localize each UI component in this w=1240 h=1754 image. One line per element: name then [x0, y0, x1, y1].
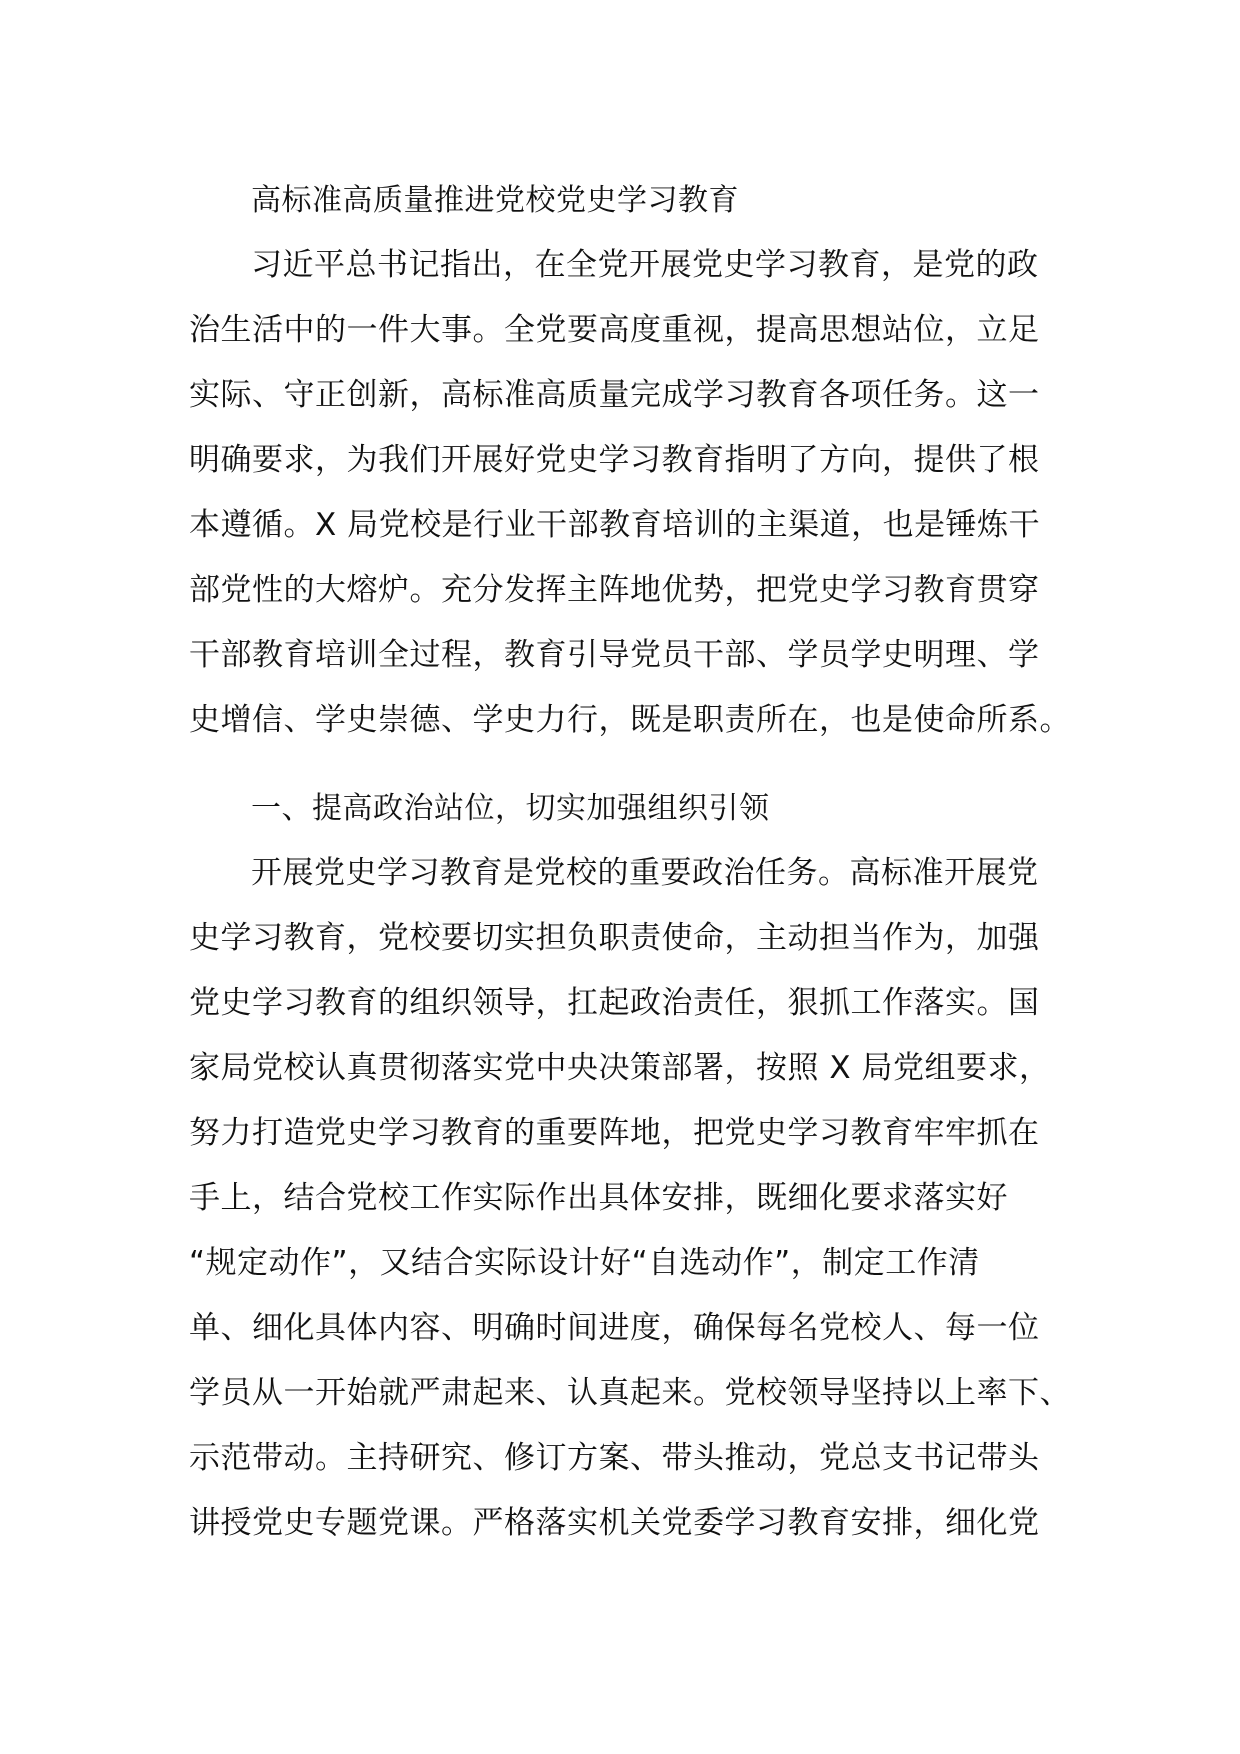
paragraph-line: 示范带动。主持研究、修订方案、带头推动，党总支书记带头 [189, 1440, 1040, 1476]
paragraph-line: 开展党史学习教育是党校的重要政治任务。高标准开展党 [251, 855, 1039, 891]
paragraph-2 [189, 841, 1071, 1556]
paragraph-line: 史增信、学史崇德、学史力行，既是职责所在，也是使命所系。 [189, 702, 1071, 738]
paragraph-1 [189, 233, 1071, 753]
paragraph-line: 实际、守正创新，高标准高质量完成学习教育各项任务。这一 [189, 377, 1040, 413]
paragraph-line: 努力打造党史学习教育的重要阵地，把党史学习教育牢牢抓在 [189, 1115, 1040, 1151]
paragraph-line: 党史学习教育的组织领导，扛起政治责任，狠抓工作落实。国 [189, 985, 1040, 1021]
paragraph-line: 学员从一开始就严肃起来、认真起来。党校领导坚持以上率下、 [189, 1375, 1071, 1411]
paragraph-line: 家局党校认真贯彻落实党中央决策部署，按照 X 局党组要求， [189, 1050, 1051, 1086]
paragraph-line: 手上，结合党校工作实际作出具体安排，既细化要求落实好 [189, 1180, 1008, 1216]
paragraph-line: 部党性的大熔炉。充分发挥主阵地优势，把党史学习教育贯穿 [189, 572, 1040, 608]
paragraph-line: 史学习教育，党校要切实担负职责使命，主动担当作为，加强 [189, 920, 1040, 956]
section-heading: 一、提高政治站位，切实加强组织引领 [251, 791, 770, 826]
paragraph-line: 治生活中的一件大事。全党要高度重视，提高思想站位，立足 [189, 312, 1040, 348]
document-title: 高标准高质量推进党校党史学习教育 [251, 183, 739, 218]
paragraph-line: 干部教育培训全过程，教育引导党员干部、学员学史明理、学 [189, 637, 1040, 673]
paragraph-line: 习近平总书记指出，在全党开展党史学习教育，是党的政 [251, 247, 1039, 283]
paragraph-line: 讲授党史专题党课。严格落实机关党委学习教育安排，细化党 [189, 1505, 1040, 1541]
paragraph-line: “规定动作”，又结合实际设计好“自选动作”，制定工作清 [189, 1245, 980, 1281]
paragraph-line: 本遵循。X 局党校是行业干部教育培训的主渠道，也是锤炼干 [189, 507, 1041, 543]
paragraph-line: 单、细化具体内容、明确时间进度，确保每名党校人、每一位 [189, 1310, 1040, 1346]
paragraph-line: 明确要求，为我们开展好党史学习教育指明了方向，提供了根 [189, 442, 1040, 478]
document-body [189, 168, 1071, 1556]
